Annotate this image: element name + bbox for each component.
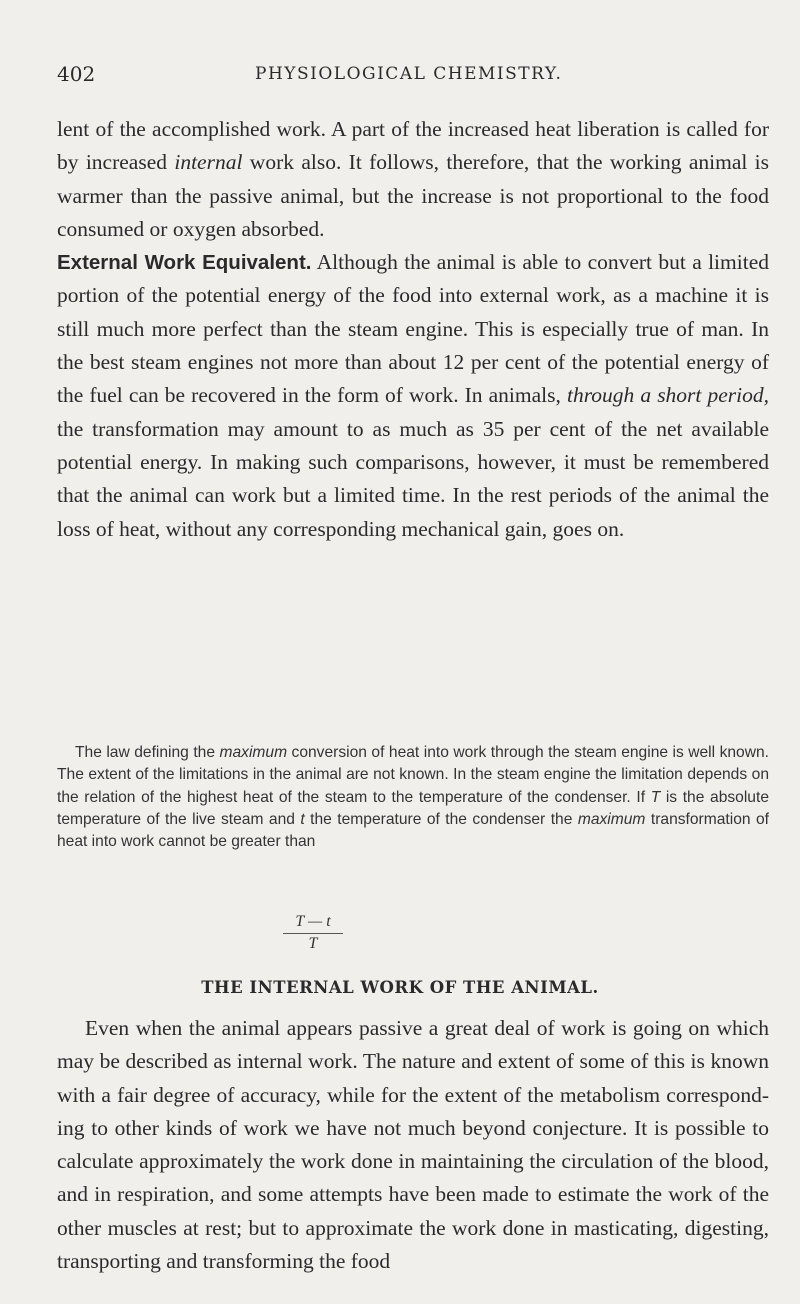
note-paragraph <box>57 742 769 853</box>
italic-run: maximum <box>219 744 288 761</box>
italic-run: through a short period, <box>566 383 769 408</box>
paragraph-3: Even when the animal appears passive a great deal of work is going on which may be described as internal work. The nature and extent of some of this is known with a fair degree of accuracy, while for the extent of the metabolism corresponding to other kinds of work we have not much beyond conjecture. It is possible to calculate approximately the work done in maintaining the circulation of the blood, and in respiration, and some attempts have been made to estimate the work of the other muscles at rest; but to approximate the work done in masticating, digesting, transporting and transforming the food <box>57 1016 769 1274</box>
section-heading: THE INTERNAL WORK OF THE ANIMAL. <box>201 978 599 997</box>
text-run: lent of the accomplished work. A part of the increased heat liberation is called for by increased <box>57 117 769 175</box>
text-run: Although the animal is able to convert but a limited portion of the potential energy of the food into external work, as a machine it is still much more perfect than the steam engine. This is especially true of man. In the best steam engines not more than about 12 per cent of the potential energy of the fuel can be recovered in the form of work. In animals, <box>57 250 769 408</box>
text-run: transformation of heat into work cannot be greater than <box>57 810 770 851</box>
main-text-top <box>57 113 769 546</box>
formula-numerator: T — t <box>283 913 343 934</box>
footnote-block <box>57 742 769 853</box>
italic-run: internal <box>174 150 243 175</box>
paragraph-1 <box>57 113 769 246</box>
symbol-t: t <box>300 810 305 828</box>
text-run: conversion of heat into work through the steam engine is well known. The extent of the limitations in the animal are not known. In the steam engine the limitation depends on the relation of the highest heat of the steam to the temperature of the condenser. If <box>57 744 769 806</box>
running-title: PHYSIOLOGICAL CHEMISTRY. <box>255 64 563 84</box>
formula-denominator: T <box>308 935 318 952</box>
page-number: 402 <box>57 62 96 86</box>
text-run: The law defining the <box>75 744 220 761</box>
text-run: work also. It follows, therefore, that the working animal is warmer than the passive animal, but the increase is not proportional to the food consumed or oxygen absorbed. <box>57 150 770 241</box>
main-text-bottom <box>57 1012 769 1278</box>
text-run: is the absolute temperature of the live steam and <box>57 788 769 828</box>
fraction-formula <box>283 913 343 953</box>
paragraph-2 <box>57 246 769 546</box>
text-run: the transformation may amount to as much as 35 per cent of the net available potential energy. In making such comparisons, however, it must be remembered that the animal can work but a limited time. In the rest periods of the animal the loss of heat, without any corresponding mechanical gain, goes on. <box>57 416 769 541</box>
italic-run: maximum <box>577 810 646 828</box>
text-run: the temperature of the condenser the <box>304 810 578 828</box>
symbol-T: T <box>650 788 661 806</box>
paragraph-heading: External Work Equivalent. <box>57 251 312 275</box>
